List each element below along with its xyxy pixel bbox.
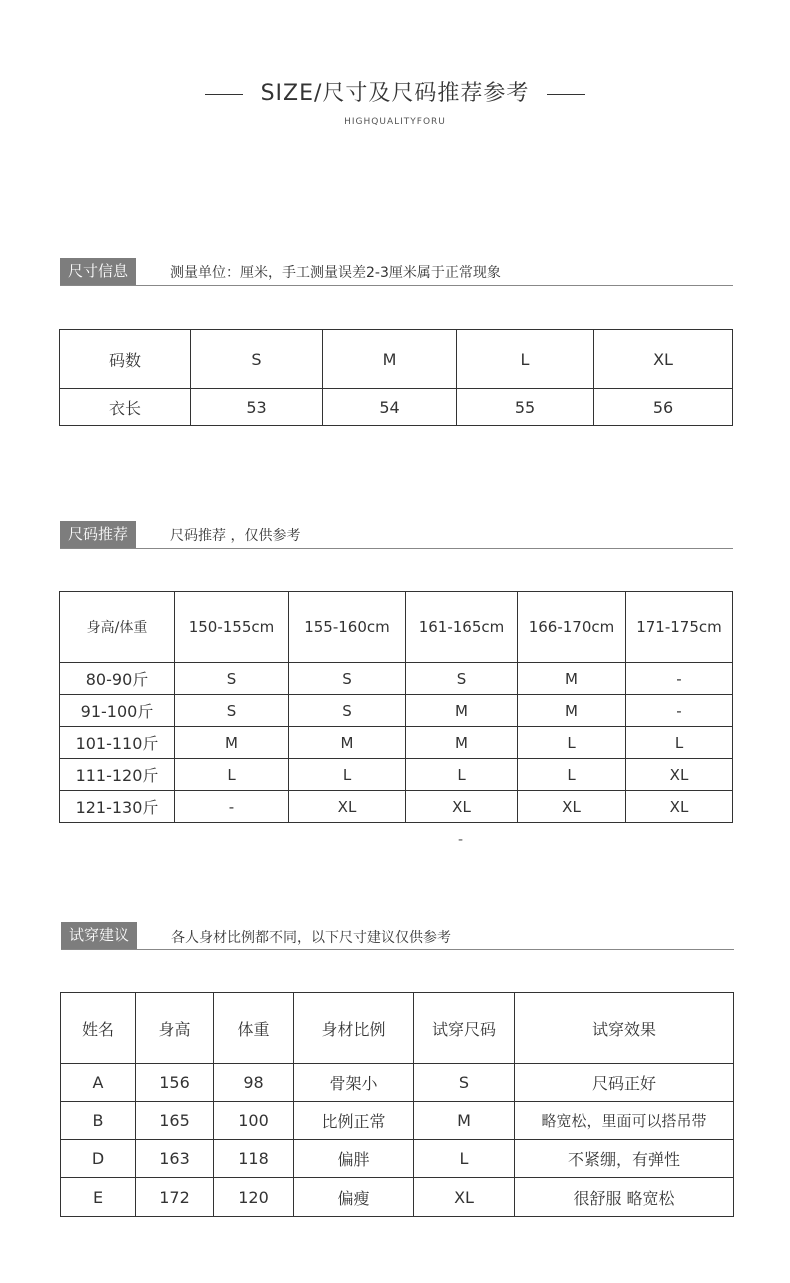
tryon-desc: 各人身材比例都不同，以下尺寸建议仅供参考	[171, 930, 451, 946]
table-cell: M	[175, 727, 289, 759]
table-cell: L	[289, 759, 406, 791]
table-cell: M	[518, 695, 626, 727]
table-header-row	[60, 330, 733, 389]
page-subtitle: HIGHQUALITYFORU	[344, 117, 446, 127]
table-cell: 165	[136, 1102, 214, 1140]
table-row	[60, 389, 733, 426]
table-header-cell: 试穿效果	[515, 993, 734, 1064]
table-cell: XL	[406, 791, 518, 823]
table-cell: 120	[214, 1178, 294, 1217]
table-header-cell: 166-170cm	[518, 592, 626, 663]
table-cell: -	[626, 695, 733, 727]
table-cell: 54	[323, 389, 457, 426]
table-header-row	[61, 993, 734, 1064]
title-rule-right	[547, 94, 585, 95]
tryon-table	[60, 992, 734, 1217]
size-info-desc: 测量单位：厘米，手工测量误差2-3厘米属于正常现象	[170, 265, 501, 281]
table-row	[60, 695, 733, 727]
recommend-tag: 尺码推荐	[60, 521, 136, 548]
table-cell: 55	[457, 389, 594, 426]
table-row	[60, 663, 733, 695]
size-info-tag: 尺寸信息	[60, 258, 136, 285]
table-header-row	[60, 592, 733, 663]
table-row	[61, 1178, 734, 1217]
table-header-cell: 姓名	[61, 993, 136, 1064]
table-cell: S	[289, 695, 406, 727]
table-header-cell: XL	[594, 330, 733, 389]
table-cell: 很舒服 略宽松	[515, 1178, 734, 1217]
tryon-tag: 试穿建议	[61, 922, 137, 949]
table-header-cell: 161-165cm	[406, 592, 518, 663]
table-header-cell: 150-155cm	[175, 592, 289, 663]
stray-mark: -	[458, 832, 464, 848]
table-cell: XL	[289, 791, 406, 823]
table-cell: 80-90斤	[60, 663, 175, 695]
table-cell: L	[406, 759, 518, 791]
table-cell: S	[406, 663, 518, 695]
table-cell: 偏胖	[294, 1140, 414, 1178]
table-cell: 骨架小	[294, 1064, 414, 1102]
table-row	[61, 1102, 734, 1140]
table-header-cell: 身材比例	[294, 993, 414, 1064]
table-cell: A	[61, 1064, 136, 1102]
table-cell: 尺码正好	[515, 1064, 734, 1102]
table-cell: M	[518, 663, 626, 695]
table-cell: 91-100斤	[60, 695, 175, 727]
table-cell: 100	[214, 1102, 294, 1140]
table-cell: 略宽松，里面可以搭吊带	[515, 1102, 734, 1140]
recommend-table	[59, 591, 733, 823]
table-cell: XL	[414, 1178, 515, 1217]
table-cell: L	[626, 727, 733, 759]
table-cell: 118	[214, 1140, 294, 1178]
table-cell: 101-110斤	[60, 727, 175, 759]
table-cell: -	[626, 663, 733, 695]
table-cell: -	[175, 791, 289, 823]
table-cell: 121-130斤	[60, 791, 175, 823]
table-cell: L	[414, 1140, 515, 1178]
table-cell: S	[175, 663, 289, 695]
tryon-divider	[61, 949, 734, 950]
table-header-cell: S	[191, 330, 323, 389]
size-info-divider	[60, 285, 733, 286]
table-cell: 56	[594, 389, 733, 426]
table-cell: 不紧绷，有弹性	[515, 1140, 734, 1178]
table-header-cell: L	[457, 330, 594, 389]
table-cell: 163	[136, 1140, 214, 1178]
table-cell: 53	[191, 389, 323, 426]
table-cell: 比例正常	[294, 1102, 414, 1140]
table-cell: XL	[626, 791, 733, 823]
table-header-cell: 试穿尺码	[414, 993, 515, 1064]
table-cell: XL	[518, 791, 626, 823]
table-cell: M	[406, 727, 518, 759]
table-cell: L	[518, 727, 626, 759]
table-cell: M	[406, 695, 518, 727]
table-cell: 偏瘦	[294, 1178, 414, 1217]
table-row	[60, 727, 733, 759]
title-rule-left	[205, 94, 243, 95]
page-title	[0, 76, 790, 107]
table-header-cell: 身高	[136, 993, 214, 1064]
table-header-cell: 体重	[214, 993, 294, 1064]
table-cell: 111-120斤	[60, 759, 175, 791]
table-header-cell: 155-160cm	[289, 592, 406, 663]
table-cell: B	[61, 1102, 136, 1140]
page-title-text: SIZE/尺寸及尺码推荐参考	[260, 81, 530, 106]
recommend-desc: 尺码推荐 ，仅供参考	[170, 528, 301, 544]
table-cell: S	[289, 663, 406, 695]
table-row	[60, 759, 733, 791]
table-header-cell: 171-175cm	[626, 592, 733, 663]
recommend-divider	[60, 548, 733, 549]
size-info-table	[59, 329, 733, 426]
table-cell: M	[414, 1102, 515, 1140]
table-cell: 156	[136, 1064, 214, 1102]
table-row	[61, 1064, 734, 1102]
table-cell: 172	[136, 1178, 214, 1217]
table-row	[60, 791, 733, 823]
table-header-cell: 身高/体重	[60, 592, 175, 663]
table-cell: 衣长	[60, 389, 191, 426]
table-header-cell: 码数	[60, 330, 191, 389]
table-cell: S	[175, 695, 289, 727]
table-cell: M	[289, 727, 406, 759]
table-cell: D	[61, 1140, 136, 1178]
table-cell: S	[414, 1064, 515, 1102]
table-cell: 98	[214, 1064, 294, 1102]
table-header-cell: M	[323, 330, 457, 389]
table-cell: L	[175, 759, 289, 791]
table-row	[61, 1140, 734, 1178]
table-cell: E	[61, 1178, 136, 1217]
table-cell: L	[518, 759, 626, 791]
table-cell: XL	[626, 759, 733, 791]
